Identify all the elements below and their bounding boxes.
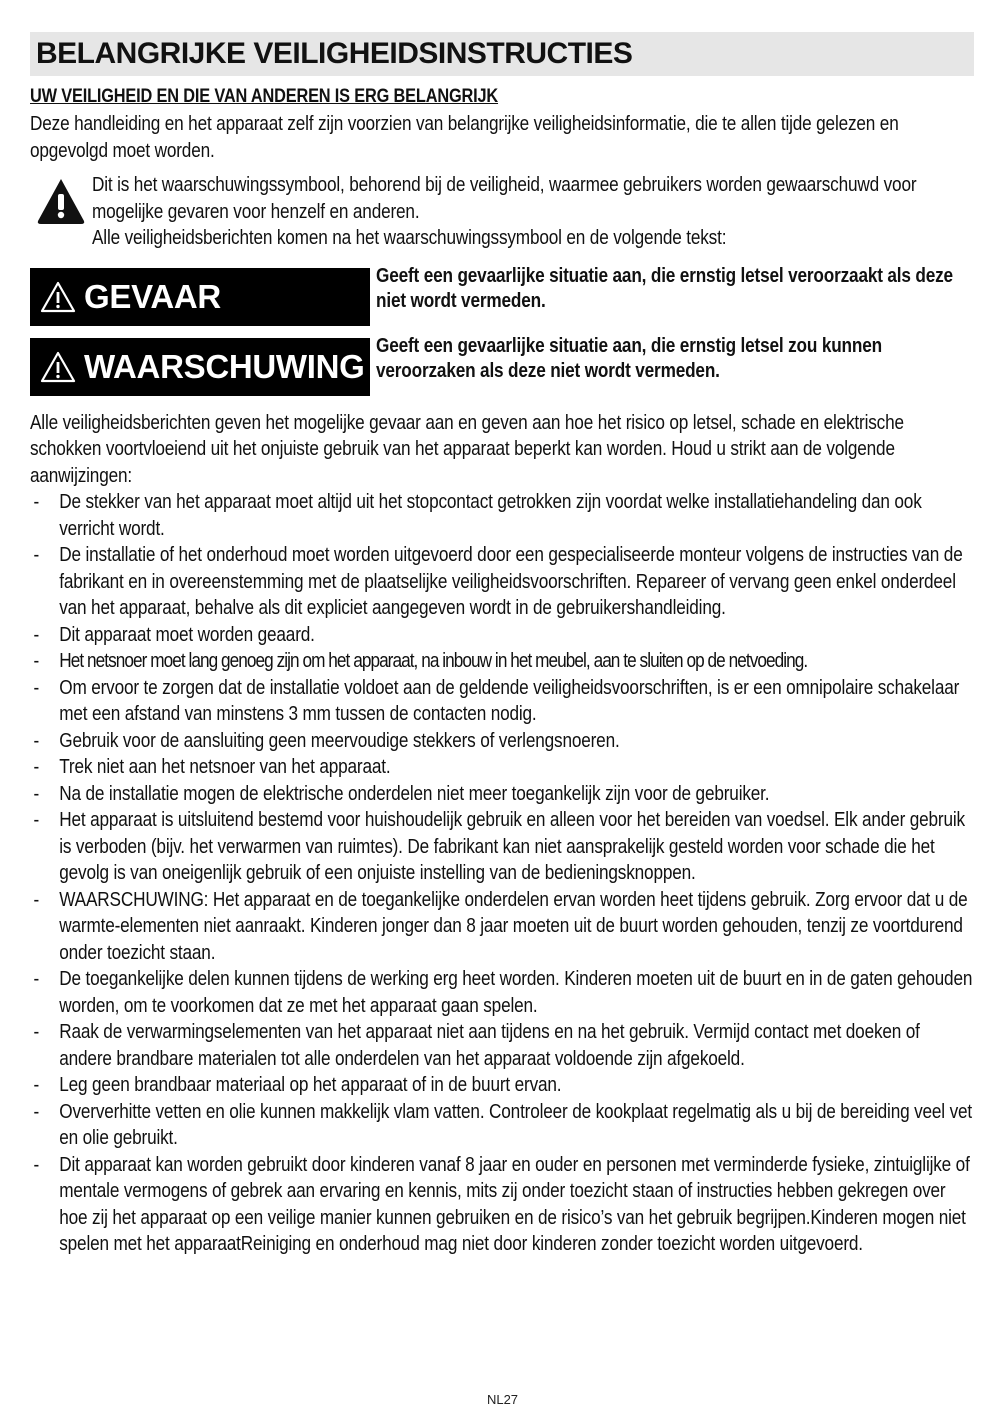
list-item: - Trek niet aan het netsnoer van het apparaat. [30, 754, 974, 781]
signal-label-danger: GEVAAR [84, 277, 221, 315]
title-bar [30, 32, 974, 76]
signal-desc-danger-wrap [376, 264, 974, 326]
signal-box-warning [30, 338, 370, 396]
list-item: - Om ervoor te zorgen dat de installatie voldoet aan de geldende veiligheidsvoorschriften, is er een omnipolaire schakelaar met een afstand van minstens 3 mm tussen de contacten nodig. [30, 675, 974, 728]
list-item: - WAARSCHUWING: Het apparaat en de toegankelijke onderdelen ervan worden heet tijdens gebruik. Zorg ervoor dat u de warmte-elementen niet aanraakt. Kinderen jonger dan 8 jaar moeten uit de buurt worden gehouden, tenzij ze voortdurend onder toezicht staan. [30, 887, 974, 967]
page-number: NL27 [486, 1392, 519, 1407]
page [30, 32, 974, 1258]
list-item: - Dit apparaat moet worden geaard. [30, 622, 974, 649]
warning-symbol-text [92, 172, 987, 252]
signal-box-danger [30, 268, 370, 326]
signal-desc-danger: Geeft een gevaarlijke situatie aan, die ernstig letsel veroorzaakt als deze niet wordt vermeden. [376, 264, 953, 312]
list-item: - Gebruik voor de aansluiting geen meervoudige stekkers of verlengsnoeren. [30, 728, 974, 755]
list-item: - De stekker van het apparaat moet altijd uit het stopcontact getrokken zijn voordat welke installatiehandeling dan ook verricht wordt. [30, 489, 974, 542]
list-item: - Het apparaat is uitsluitend bestemd voor huishoudelijk gebruik en alleen voor het bereiden van voedsel. Elk ander gebruik is verboden (bijv. het verwarmen van ruimtes). De fabrikant kan niet aansprakelijk gesteld worden voor schade die het gevolg is van oneigenlijk gebruik of een onjuiste instelling van de bedieningsknoppen. [30, 807, 974, 887]
list-item: - Oververhitte vetten en olie kunnen makkelijk vlam vatten. Controleer de kookplaat regelmatig als u bij de bereiding veel vet en olie gebruikt. [30, 1099, 974, 1152]
page-title: BELANGRIJKE VEILIGHEIDSINSTRUCTIES [36, 37, 633, 70]
warning-symbol-block [30, 172, 974, 252]
warning-outline-icon [40, 351, 76, 383]
section-subtitle: UW VEILIGHEID EN DIE VAN ANDEREN IS ERG BELANGRIJK [30, 86, 499, 107]
signal-label-warning: WAARSCHUWING [84, 347, 365, 385]
list-item: - Raak de verwarmingselementen van het apparaat niet aan tijdens en na het gebruik. Vermijd contact met doeken of andere brandbare materialen tot alle onderdelen van het apparaat voldoende zijn afgekoeld. [30, 1019, 974, 1072]
warning-symbol-text-1: Dit is het waarschuwingssymbool, behorend bij de veiligheid, waarmee gebruikers worden gewaarschuwd voor mogelijke gevaren voor henzelf en anderen. [92, 174, 917, 223]
instructions-intro: Alle veiligheidsberichten geven het mogelijke gevaar aan en geven aan hoe het risico op letsel, schade en elektrische schokken voortvloeiend uit het onjuiste gebruik van het apparaat beperkt kan worden. Houd u strikt aan de volgende aanwijzingen: [30, 411, 904, 487]
list-item: - Leg geen brandbaar materiaal op het apparaat of in de buurt ervan. [30, 1072, 974, 1099]
signal-desc-warning-wrap [376, 334, 974, 396]
instruction-list [30, 489, 974, 1258]
warning-outline-icon [40, 281, 76, 313]
warning-symbol-text-2: Alle veiligheidsberichten komen na het waarschuwingssymbool en de volgende tekst: [92, 227, 727, 249]
list-item: - De toegankelijke delen kunnen tijdens de werking erg heet worden. Kinderen moeten uit de buurt en in de gaten gehouden worden, om te voorkomen dat ze met het apparaat gaan spelen. [30, 966, 974, 1019]
warning-triangle-icon [36, 176, 86, 226]
list-item: - Het netsnoer moet lang genoeg zijn om het apparaat, na inbouw in het meubel, aan te sluiten op de netvoeding. [30, 648, 974, 675]
list-item: - De installatie of het onderhoud moet worden uitgevoerd door een gespecialiseerde monteur volgens de instructies van de fabrikant en in overeenstemming met de plaatselijke veiligheidsvoorschriften. Repareer of vervang geen enkel onderdeel van het apparaat, behalve als dit expliciet aangegeven wordt in de gebruikershandleiding. [30, 542, 974, 622]
signal-row-danger [30, 264, 974, 326]
signal-row-warning [30, 334, 974, 396]
signal-desc-warning: Geeft een gevaarlijke situatie aan, die ernstig letsel zou kunnen veroorzaken als deze niet wordt vermeden. [376, 334, 882, 382]
list-item: - Na de installatie mogen de elektrische onderdelen niet meer toegankelijk zijn voor de gebruiker. [30, 781, 974, 808]
list-item: - Dit apparaat kan worden gebruikt door kinderen vanaf 8 jaar en ouder en personen met verminderde fysieke, zintuiglijke of mentale vermogens of gebrek aan ervaring en kennis, mits zij onder toezicht staan of instructies hebben gekregen over hoe zij het apparaat op een veilige manier kunnen gebruiken en de risico’s van het gebruik begrijpen.Kinderen mogen niet spelen met het apparaatReiniging en onderhoud mag niet door kinderen zonder toezicht worden uitgevoerd. [30, 1152, 974, 1258]
instructions-body [30, 410, 974, 1258]
intro-paragraph: Deze handleiding en het apparaat zelf zijn voorzien van belangrijke veiligheidsinformatie, die te allen tijde gelezen en opgevolgd moet worden. [30, 113, 899, 162]
